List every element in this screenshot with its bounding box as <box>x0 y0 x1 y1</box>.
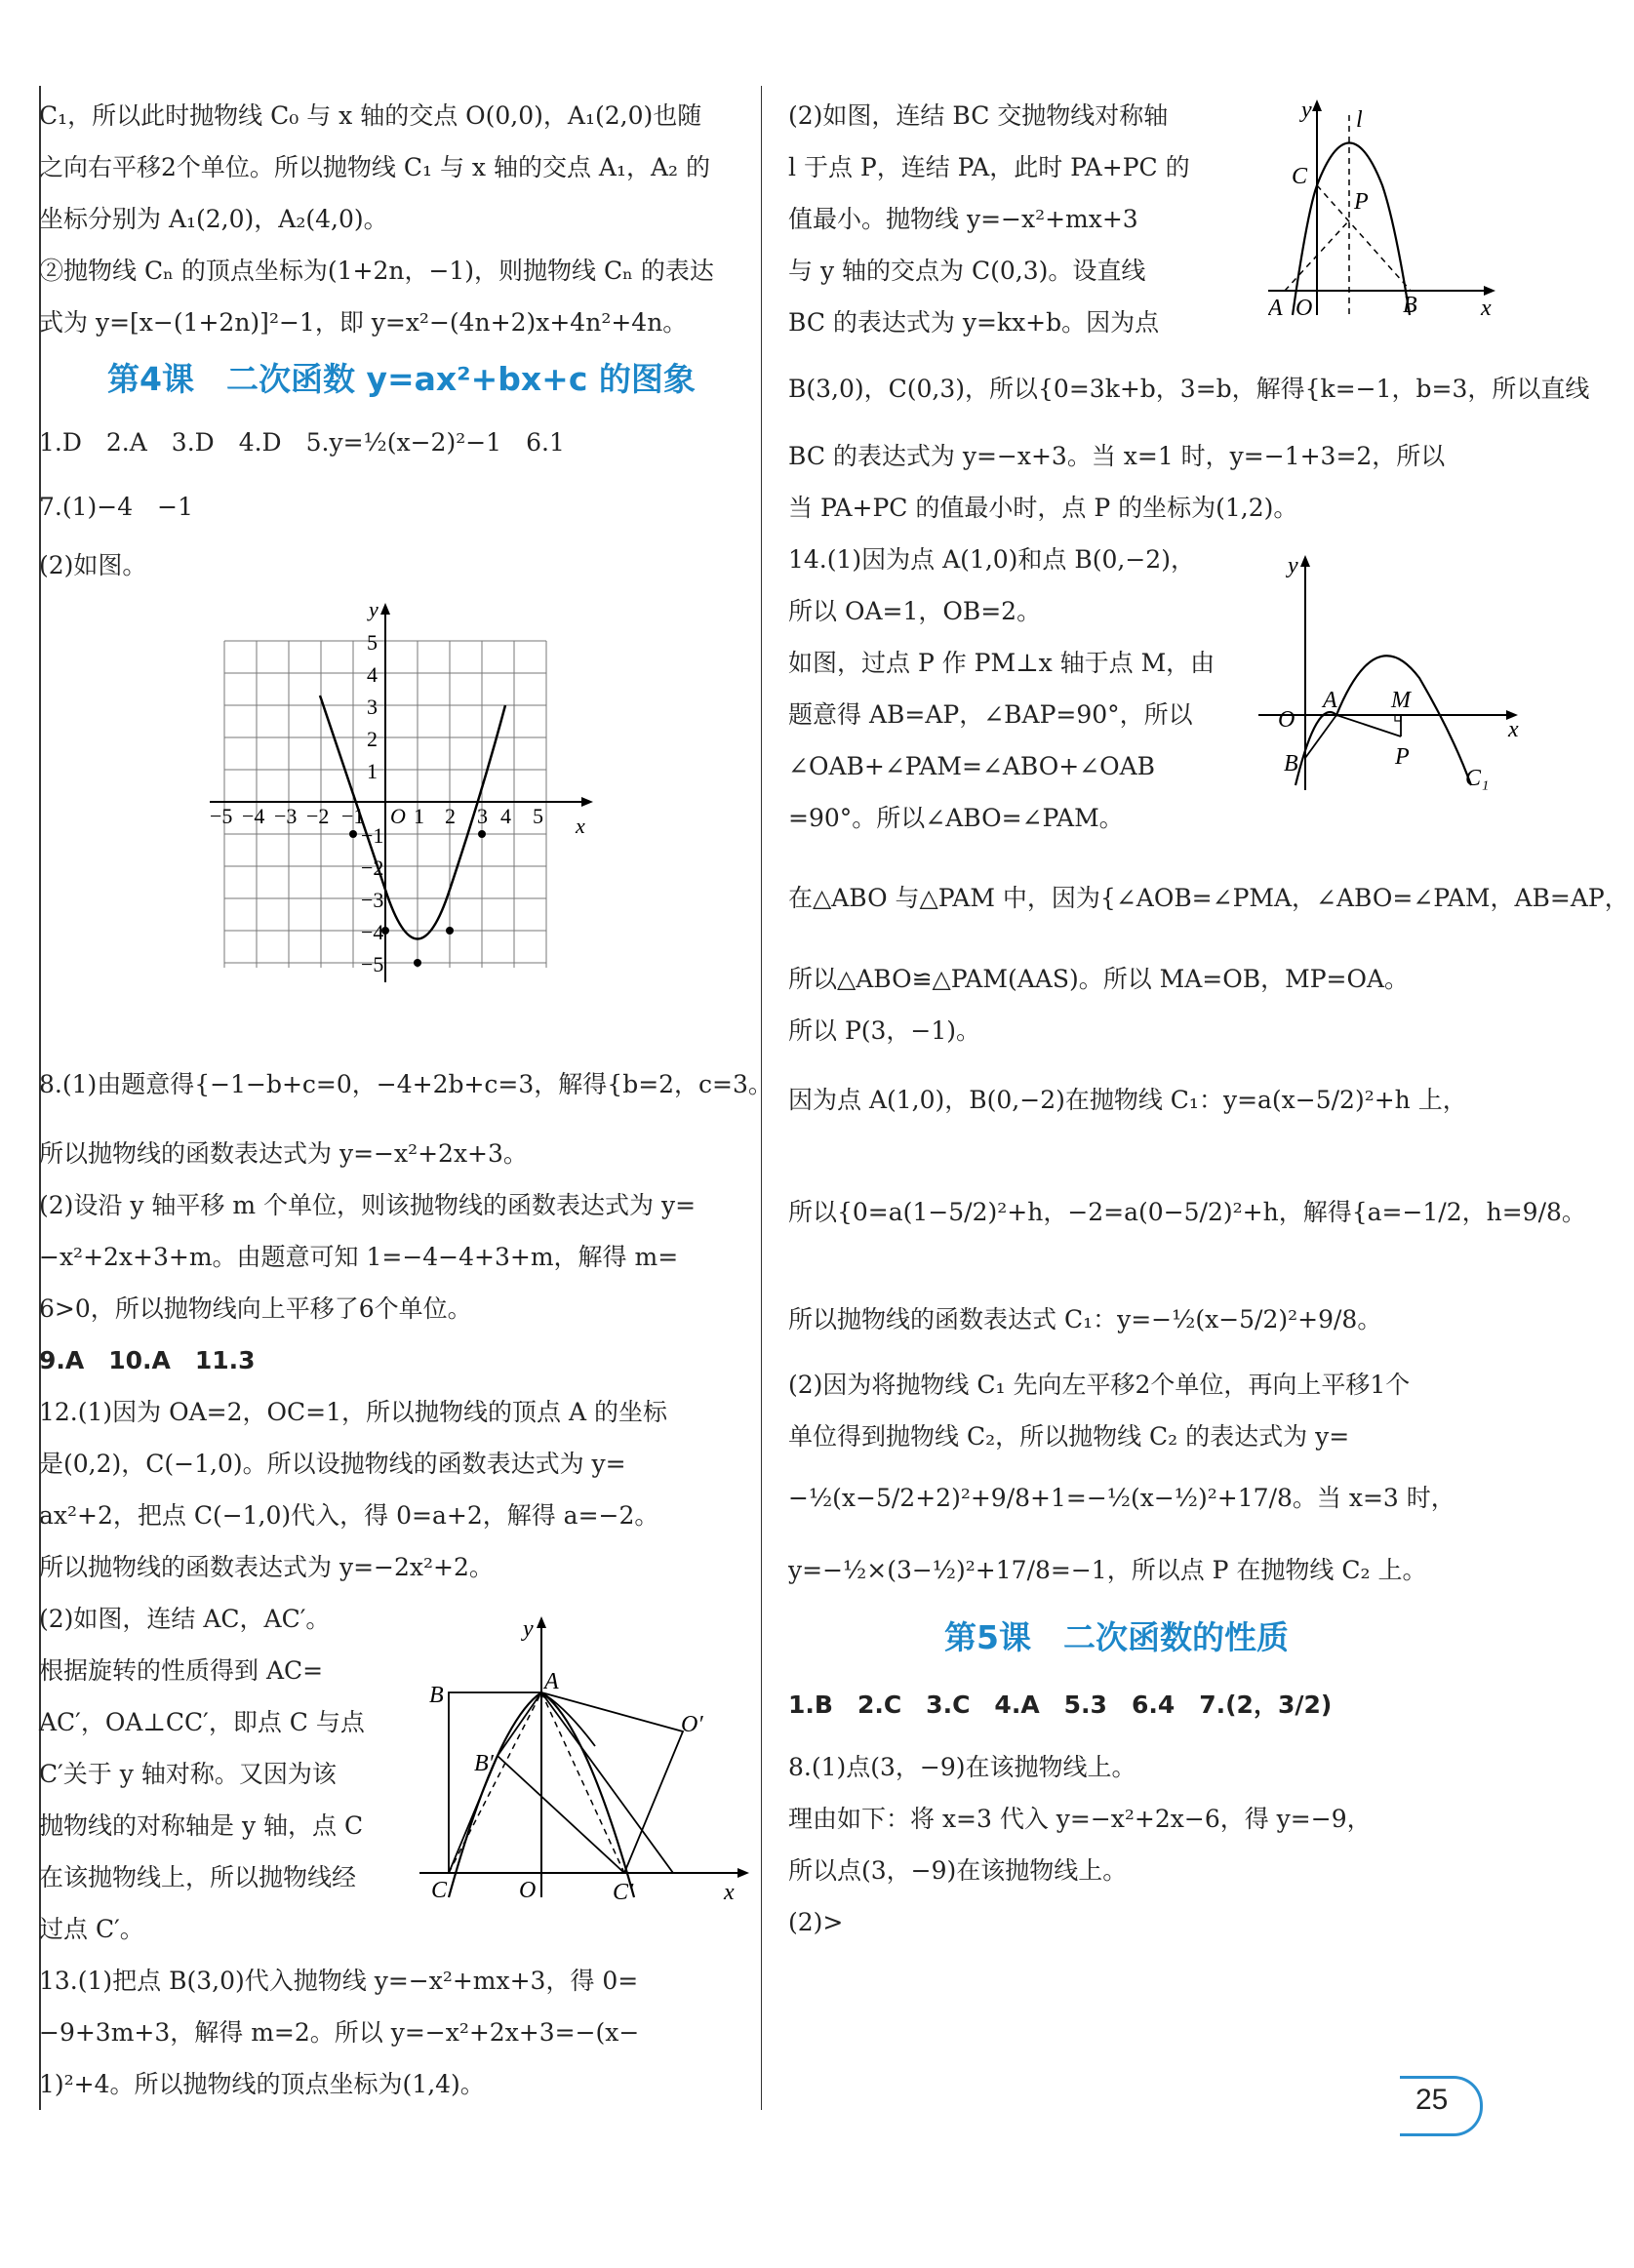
congruence-figure <box>1258 551 1532 805</box>
q12-part4: 所以抛物线的函数表达式为 y=−2x²+2。 <box>39 1553 494 1581</box>
rotation-figure <box>419 1614 751 1907</box>
tick: 2 <box>445 804 456 828</box>
q12-part3: ax²+2，把点 C(−1,0)代入，得 0=a+2，解得 a=−2。 <box>39 1501 659 1530</box>
tick: −1 <box>341 804 365 828</box>
label-O: O <box>519 1878 537 1903</box>
answers-lesson5: 1.B 2.C 3.C 4.A 5.3 6.4 7.(2，3/2) <box>788 1691 1333 1719</box>
q13-system: B(3,0)，C(0,3)，所以{0=3k+b，3=b，解得{k=−1，b=3，所以直线 <box>788 375 1590 403</box>
q14-line: 所以抛物线的函数表达式 C₁：y=−½(x−5/2)²+9/8。 <box>788 1305 1382 1333</box>
q14-line: =90°。所以∠ABO=∠PAM。 <box>788 804 1124 832</box>
tick: −3 <box>274 804 298 828</box>
tick: 3 <box>367 695 378 719</box>
tick: 1 <box>414 804 424 828</box>
text-line: 式为 y=[x−(1+2n)]²−1，即 y=x²−(4n+2)x+4n²+4n。 <box>39 308 688 337</box>
q8-line: 8.(1)点(3，−9)在该抛物线上。 <box>788 1753 1136 1781</box>
q14-line: 如图，过点 P 作 PM⊥x 轴于点 M，由 <box>788 649 1216 677</box>
q13-part1: 13.(1)把点 B(3,0)代入抛物线 y=−x²+mx+3，得 0= <box>39 1967 639 1995</box>
q14-line: 因为点 A(1,0)，B(0,−2)在抛物线 C₁：y=a(x−5/2)²+h 上， <box>788 1086 1467 1114</box>
q14-line: (2)因为将抛物线 C₁ 先向左平移2个单位，再向上平移1个 <box>788 1371 1411 1399</box>
answers-9-11: 9.A 10.A 11.3 <box>39 1346 256 1374</box>
q12-reason-line: AC′，OA⊥CC′，即点 C 与点 <box>39 1708 365 1736</box>
q8-part2: 所以抛物线的函数表达式为 y=−x²+2x+3。 <box>39 1139 528 1168</box>
tick: 5 <box>533 804 543 828</box>
q13-line: 当 PA+PC 的值最小时，点 P 的坐标为(1,2)。 <box>788 494 1298 522</box>
label-y: y <box>1301 98 1312 123</box>
tick: 4 <box>367 662 378 687</box>
label-P: P <box>1395 744 1410 770</box>
q14-line: 所以 P(3，−1)。 <box>788 1016 981 1045</box>
lesson-5-heading: 第5课 二次函数的性质 <box>944 1618 1289 1656</box>
label-M: M <box>1391 688 1411 713</box>
grid-parabola-figure <box>205 597 605 987</box>
q13-2-line: (2)如图，连结 BC 交抛物线对称轴 <box>788 101 1169 130</box>
q14-line: 题意得 AB=AP，∠BAP=90°，所以 <box>788 700 1193 729</box>
q14-line: 所以 OA=1，OB=2。 <box>788 597 1042 625</box>
tick: −4 <box>242 804 265 828</box>
q14-line: 所以△ABO≌△PAM(AAS)。所以 MA=OB，MP=OA。 <box>788 965 1410 993</box>
label-x: x <box>1481 296 1492 320</box>
label-O-prime: O′ <box>681 1712 703 1737</box>
q14-line: 单位得到抛物线 C₂，所以抛物线 C₂ 的表达式为 y= <box>788 1422 1350 1451</box>
label-B: B <box>1403 293 1417 318</box>
q12-reason-line: 抛物线的对称轴是 y 轴，点 C <box>39 1811 364 1840</box>
answers-1-6: 1.D 2.A 3.D 4.D 5.y=½(x−2)²−1 6.1 <box>39 428 565 457</box>
label-C1: C₁ <box>1465 766 1490 791</box>
q13-2-line: 与 y 轴的交点为 C(0,3)。设直线 <box>788 257 1146 285</box>
q13-2-line: BC 的表达式为 y=kx+b。因为点 <box>788 308 1160 337</box>
text-line: 坐标分别为 A₁(2,0)，A₂(4,0)。 <box>39 205 388 233</box>
label-y: y <box>523 1616 534 1642</box>
axis-label-y: y <box>369 597 379 621</box>
label-A: A <box>1323 688 1337 713</box>
label-B: B <box>1284 751 1298 776</box>
tick: −3 <box>361 888 384 912</box>
axis-of-symmetry-figure <box>1268 96 1502 320</box>
label-x: x <box>1508 717 1519 742</box>
q14-congruence: 在△ABO 与△PAM 中，因为{∠AOB=∠PMA，∠ABO=∠PAM，AB=AP， <box>788 884 1629 912</box>
page-number-text: 25 <box>1415 2084 1449 2116</box>
q8-line: 理由如下：将 x=3 代入 y=−x²+2x−6，得 y=−9， <box>788 1805 1372 1833</box>
tick: −5 <box>210 804 233 828</box>
label-C: C <box>1292 164 1308 189</box>
tick: 4 <box>500 804 511 828</box>
label-C-prime: C′ <box>613 1880 634 1905</box>
label-O: O <box>1295 296 1313 320</box>
q12-reason-line: 过点 C′。 <box>39 1915 144 1943</box>
label-B: B <box>429 1683 444 1708</box>
q14-system: 所以{0=a(1−5/2)²+h，−2=a(0−5/2)²+h，解得{a=−1/2，h=9/8。 <box>788 1198 1586 1226</box>
q12-reason-line: 根据旋转的性质得到 AC= <box>39 1656 324 1685</box>
q13-part2: −9+3m+3，解得 m=2。所以 y=−x²+2x+3=−(x− <box>39 2018 640 2047</box>
q12-part5: (2)如图，连结 AC，AC′。 <box>39 1605 331 1633</box>
tick: 5 <box>367 630 378 655</box>
q8-line: 所以点(3，−9)在该抛物线上。 <box>788 1856 1128 1885</box>
tick: O <box>390 804 406 828</box>
label-P: P <box>1354 189 1369 215</box>
q8-part1: 8.(1)由题意得{−1−b+c=0，−4+2b+c=3，解得{b=2，c=3。 <box>39 1070 773 1098</box>
label-B-prime: B′ <box>474 1751 494 1776</box>
label-A: A <box>544 1669 559 1694</box>
q13-2-line: l 于点 P，连结 PA，此时 PA+PC 的 <box>788 153 1190 181</box>
label-l: l <box>1356 107 1363 133</box>
label-y: y <box>1288 553 1298 578</box>
tick: −5 <box>361 952 384 976</box>
tick: 2 <box>367 727 378 751</box>
axis-label-x: x <box>576 814 585 838</box>
lesson-4-heading: 第4课 二次函数 y=ax²+bx+c 的图象 <box>107 360 696 398</box>
label-A: A <box>1268 296 1283 320</box>
q14-line: ∠OAB+∠PAM=∠ABO+∠OAB <box>788 752 1156 780</box>
q12-reason-line: 在该抛物线上，所以抛物线经 <box>39 1863 357 1891</box>
text-line: 之向右平移2个单位。所以抛物线 C₁ 与 x 轴的交点 A₁，A₂ 的 <box>39 153 710 181</box>
q13-part3: 1)²+4。所以抛物线的顶点坐标为(1,4)。 <box>39 2070 485 2098</box>
q8-line: (2)> <box>788 1908 844 1936</box>
text-line: C₁，所以此时抛物线 C₀ 与 x 轴的交点 O(0,0)，A₁(2,0)也随 <box>39 101 702 130</box>
q12-part1: 12.(1)因为 OA=2，OC=1，所以抛物线的顶点 A 的坐标 <box>39 1398 667 1426</box>
q12-reason-line: C′关于 y 轴对称。又因为该 <box>39 1760 337 1788</box>
tick: −2 <box>361 855 384 880</box>
label-O: O <box>1278 707 1295 733</box>
q7-part2: (2)如图。 <box>39 551 147 579</box>
tick: 1 <box>367 759 378 783</box>
label-C: C <box>431 1878 448 1903</box>
q13-line: BC 的表达式为 y=−x+3。当 x=1 时，y=−1+3=2，所以 <box>788 442 1446 470</box>
q8-part3: (2)设沿 y 轴平移 m 个单位，则该抛物线的函数表达式为 y= <box>39 1191 697 1219</box>
label-x: x <box>724 1880 735 1905</box>
q13-2-line: 值最小。抛物线 y=−x²+mx+3 <box>788 205 1138 233</box>
tick: 3 <box>477 804 488 828</box>
tick: −1 <box>361 823 384 848</box>
right-column <box>788 90 1629 1948</box>
text-line: ②抛物线 Cₙ 的顶点坐标为(1+2n，−1)，则抛物线 Cₙ 的表达 <box>39 257 714 285</box>
q14-line: y=−½×(3−½)²+17/8=−1，所以点 P 在抛物线 C₂ 上。 <box>788 1556 1427 1584</box>
q14-line: −½(x−5/2+2)²+9/8+1=−½(x−½)²+17/8。当 x=3 时， <box>788 1484 1455 1512</box>
page-number <box>1400 2076 1488 2132</box>
q14-line: 14.(1)因为点 A(1,0)和点 B(0,−2)， <box>788 545 1195 574</box>
tick: −2 <box>306 804 330 828</box>
q8-part4: −x²+2x+3+m。由题意可知 1=−4−4+3+m，解得 m= <box>39 1243 679 1271</box>
q8-part5: 6>0，所以抛物线向上平移了6个单位。 <box>39 1294 472 1323</box>
q12-part2: 是(0,2)，C(−1,0)。所以设抛物线的函数表达式为 y= <box>39 1450 626 1478</box>
tick: −4 <box>361 920 384 944</box>
q7-part1: 7.(1)−4 −1 <box>39 493 193 521</box>
